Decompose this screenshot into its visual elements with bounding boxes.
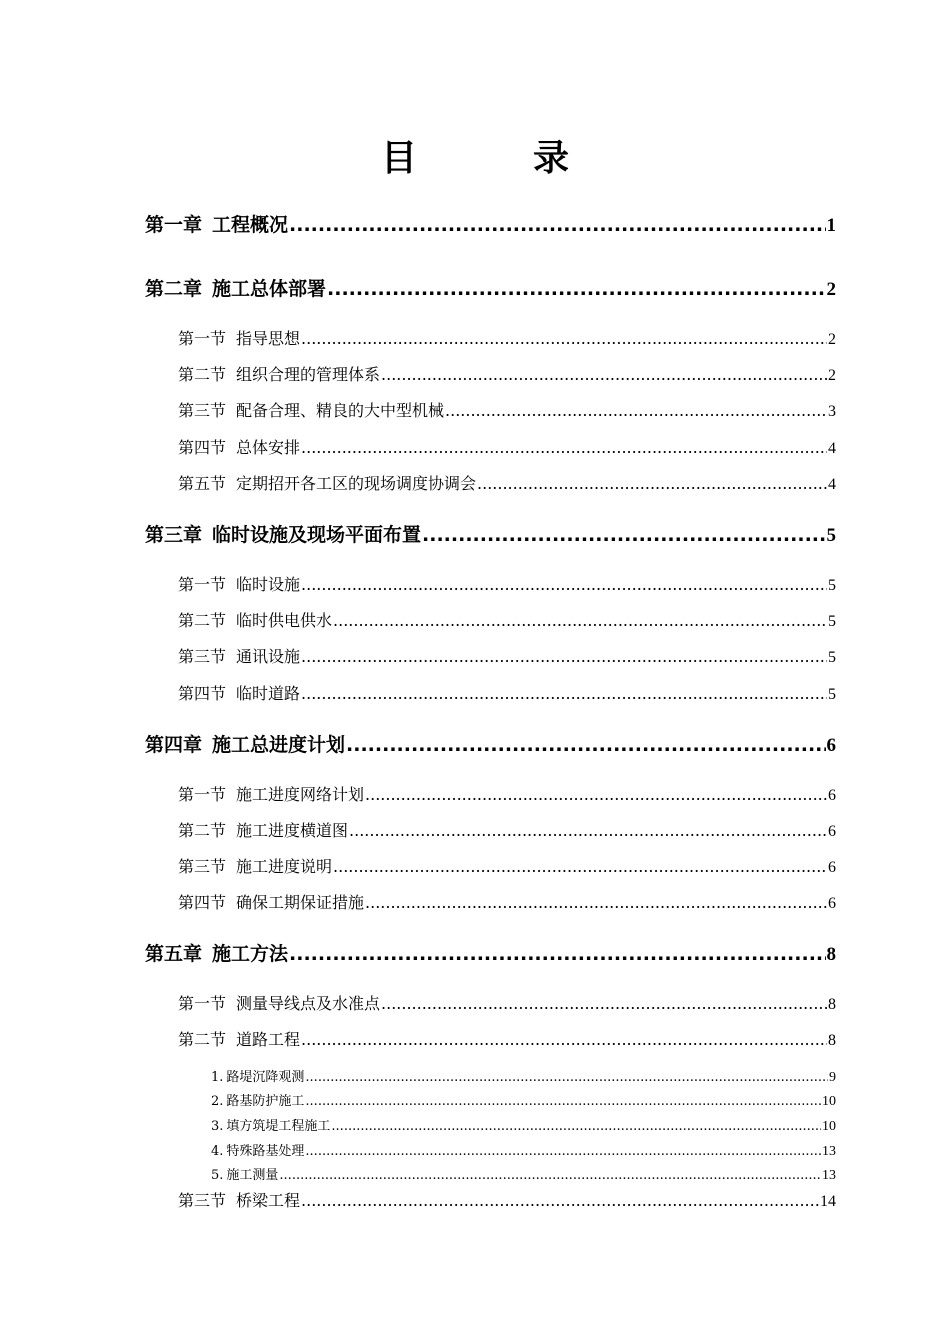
entry-text: 定期招开各工区的现场调度协调会: [236, 474, 477, 493]
page-number: 6: [828, 895, 836, 912]
toc-entry-subsection[interactable]: [211, 1066, 836, 1086]
page-number: 3: [828, 403, 836, 420]
toc-entry-section[interactable]: [178, 890, 836, 913]
toc-entry-chapter[interactable]: [145, 730, 836, 757]
dot-leader: [331, 1119, 821, 1135]
toc-entry-subsection[interactable]: [211, 1164, 836, 1184]
entry-number: 第一节: [178, 575, 227, 594]
page-number: 8: [828, 996, 836, 1013]
entry-number: 3.: [211, 1119, 224, 1134]
page-number: 6: [828, 787, 836, 804]
entry-text: 施工进度说明: [236, 857, 333, 876]
entry-number: 1.: [211, 1070, 224, 1085]
page-number: 2: [826, 279, 836, 300]
page-number: 4: [828, 476, 836, 493]
dot-leader: [477, 474, 827, 493]
toc-entry-subsection[interactable]: [211, 1115, 836, 1135]
entry-number: 第三节: [178, 401, 227, 420]
dot-leader: [301, 1191, 819, 1210]
page-number: 5: [828, 613, 836, 630]
dot-leader: [301, 329, 827, 348]
dot-leader: [301, 1030, 827, 1049]
toc-entry-section[interactable]: [178, 435, 836, 458]
entry-number: 第四节: [178, 893, 227, 912]
dot-leader: [333, 857, 827, 876]
entry-text: 组织合理的管理体系: [236, 365, 381, 384]
dot-leader: [289, 943, 825, 966]
entry-text: 施工测量: [226, 1168, 279, 1183]
toc-entry-section[interactable]: [178, 362, 836, 385]
entry-number: 第四章: [145, 734, 203, 756]
toc-entry-section[interactable]: [178, 782, 836, 805]
entry-number: 第三节: [178, 1191, 227, 1210]
entry-number: 第二节: [178, 1030, 227, 1049]
dot-leader: [289, 214, 825, 237]
entry-text: 临时设施: [236, 575, 301, 594]
page-number: 5: [828, 649, 836, 666]
toc-entry-section[interactable]: [178, 644, 836, 667]
toc-entry-section[interactable]: [178, 471, 836, 494]
entry-number: 第五章: [145, 943, 203, 965]
dot-leader: [365, 893, 827, 912]
entry-text: 确保工期保证措施: [236, 893, 365, 912]
entry-text: 施工总进度计划: [212, 734, 346, 756]
page-number: 9: [829, 1070, 836, 1085]
toc-entry-section[interactable]: [178, 991, 836, 1014]
toc-entry-section[interactable]: [178, 398, 836, 421]
entry-number: 第二章: [145, 278, 203, 300]
entry-number: 2.: [211, 1094, 224, 1109]
entry-text: 指导思想: [236, 329, 301, 348]
toc-entry-chapter[interactable]: [145, 210, 836, 237]
page-number: 5: [828, 577, 836, 594]
page-title: 目 录: [380, 138, 609, 179]
dot-leader: [301, 647, 827, 666]
entry-text: 填方筑堤工程施工: [226, 1119, 331, 1134]
toc-entry-chapter[interactable]: [145, 274, 836, 301]
page-number: 4: [828, 440, 836, 457]
dot-leader: [333, 611, 827, 630]
dot-leader: [365, 785, 827, 804]
page-number: 1: [826, 215, 836, 236]
entry-text: 特殊路基处理: [226, 1144, 305, 1159]
dot-leader: [381, 994, 827, 1013]
toc-entry-chapter[interactable]: [145, 520, 836, 547]
page-number: 5: [826, 525, 836, 546]
page-number: 8: [826, 944, 836, 965]
entry-number: 第四节: [178, 438, 227, 457]
dot-leader: [445, 401, 827, 420]
entry-number: 第五节: [178, 474, 227, 493]
entry-number: 第二节: [178, 821, 227, 840]
entry-number: 4.: [211, 1144, 224, 1159]
entry-number: 第三节: [178, 857, 227, 876]
dot-leader: [422, 524, 825, 547]
dot-leader: [305, 1094, 821, 1110]
dot-leader: [327, 278, 825, 301]
page-number: 8: [828, 1032, 836, 1049]
toc-entry-subsection[interactable]: [211, 1140, 836, 1160]
entry-number: 第一节: [178, 329, 227, 348]
toc-entry-section[interactable]: [178, 1027, 836, 1050]
toc-entry-section[interactable]: [178, 1188, 836, 1211]
page-number: 5: [828, 686, 836, 703]
entry-number: 第一节: [178, 994, 227, 1013]
dot-leader: [305, 1070, 828, 1086]
toc-entry-section[interactable]: [178, 854, 836, 877]
page-number: 13: [822, 1144, 836, 1159]
page-number: 2: [828, 331, 836, 348]
page-number: 10: [822, 1119, 836, 1134]
toc-entry-section[interactable]: [178, 608, 836, 631]
entry-text: 测量导线点及水准点: [236, 994, 381, 1013]
entry-number: 5.: [211, 1168, 224, 1183]
entry-number: 第四节: [178, 684, 227, 703]
dot-leader: [301, 575, 827, 594]
entry-number: 第三节: [178, 647, 227, 666]
entry-text: 道路工程: [236, 1030, 301, 1049]
entry-text: 施工总体部署: [212, 278, 327, 300]
page-number: 13: [822, 1168, 836, 1183]
entry-text: 施工方法: [212, 943, 289, 965]
toc-entry-chapter[interactable]: [145, 939, 836, 966]
entry-text: 通讯设施: [236, 647, 301, 666]
page-number: 14: [820, 1193, 836, 1210]
dot-leader: [301, 438, 827, 457]
entry-text: 临时道路: [236, 684, 301, 703]
page-number: 6: [826, 735, 836, 756]
toc-entry-section[interactable]: [178, 326, 836, 349]
toc-entry-section[interactable]: [178, 818, 836, 841]
dot-leader: [301, 684, 827, 703]
toc-entry-section[interactable]: [178, 572, 836, 595]
entry-text: 临时供电供水: [236, 611, 333, 630]
toc-entry-subsection[interactable]: [211, 1090, 836, 1110]
page-number: 6: [828, 859, 836, 876]
page-number: 10: [822, 1094, 836, 1109]
entry-text: 总体安排: [236, 438, 301, 457]
entry-text: 临时设施及现场平面布置: [212, 524, 422, 546]
entry-text: 施工进度网络计划: [236, 785, 365, 804]
entry-number: 第二节: [178, 611, 227, 630]
dot-leader: [346, 734, 825, 757]
entry-text: 路堤沉降观测: [226, 1070, 305, 1085]
dot-leader: [279, 1168, 821, 1184]
entry-number: 第三章: [145, 524, 203, 546]
dot-leader: [305, 1144, 821, 1160]
entry-number: 第二节: [178, 365, 227, 384]
entry-text: 桥梁工程: [236, 1191, 301, 1210]
entry-text: 工程概况: [212, 214, 289, 236]
entry-text: 施工进度横道图: [236, 821, 349, 840]
entry-number: 第一章: [145, 214, 203, 236]
dot-leader: [381, 365, 827, 384]
entry-number: 第一节: [178, 785, 227, 804]
dot-leader: [349, 821, 827, 840]
page-number: 6: [828, 823, 836, 840]
entry-text: 路基防护施工: [226, 1094, 305, 1109]
toc-entry-section[interactable]: [178, 681, 836, 704]
page-number: 2: [828, 367, 836, 384]
entry-text: 配备合理、精良的大中型机械: [236, 401, 445, 420]
